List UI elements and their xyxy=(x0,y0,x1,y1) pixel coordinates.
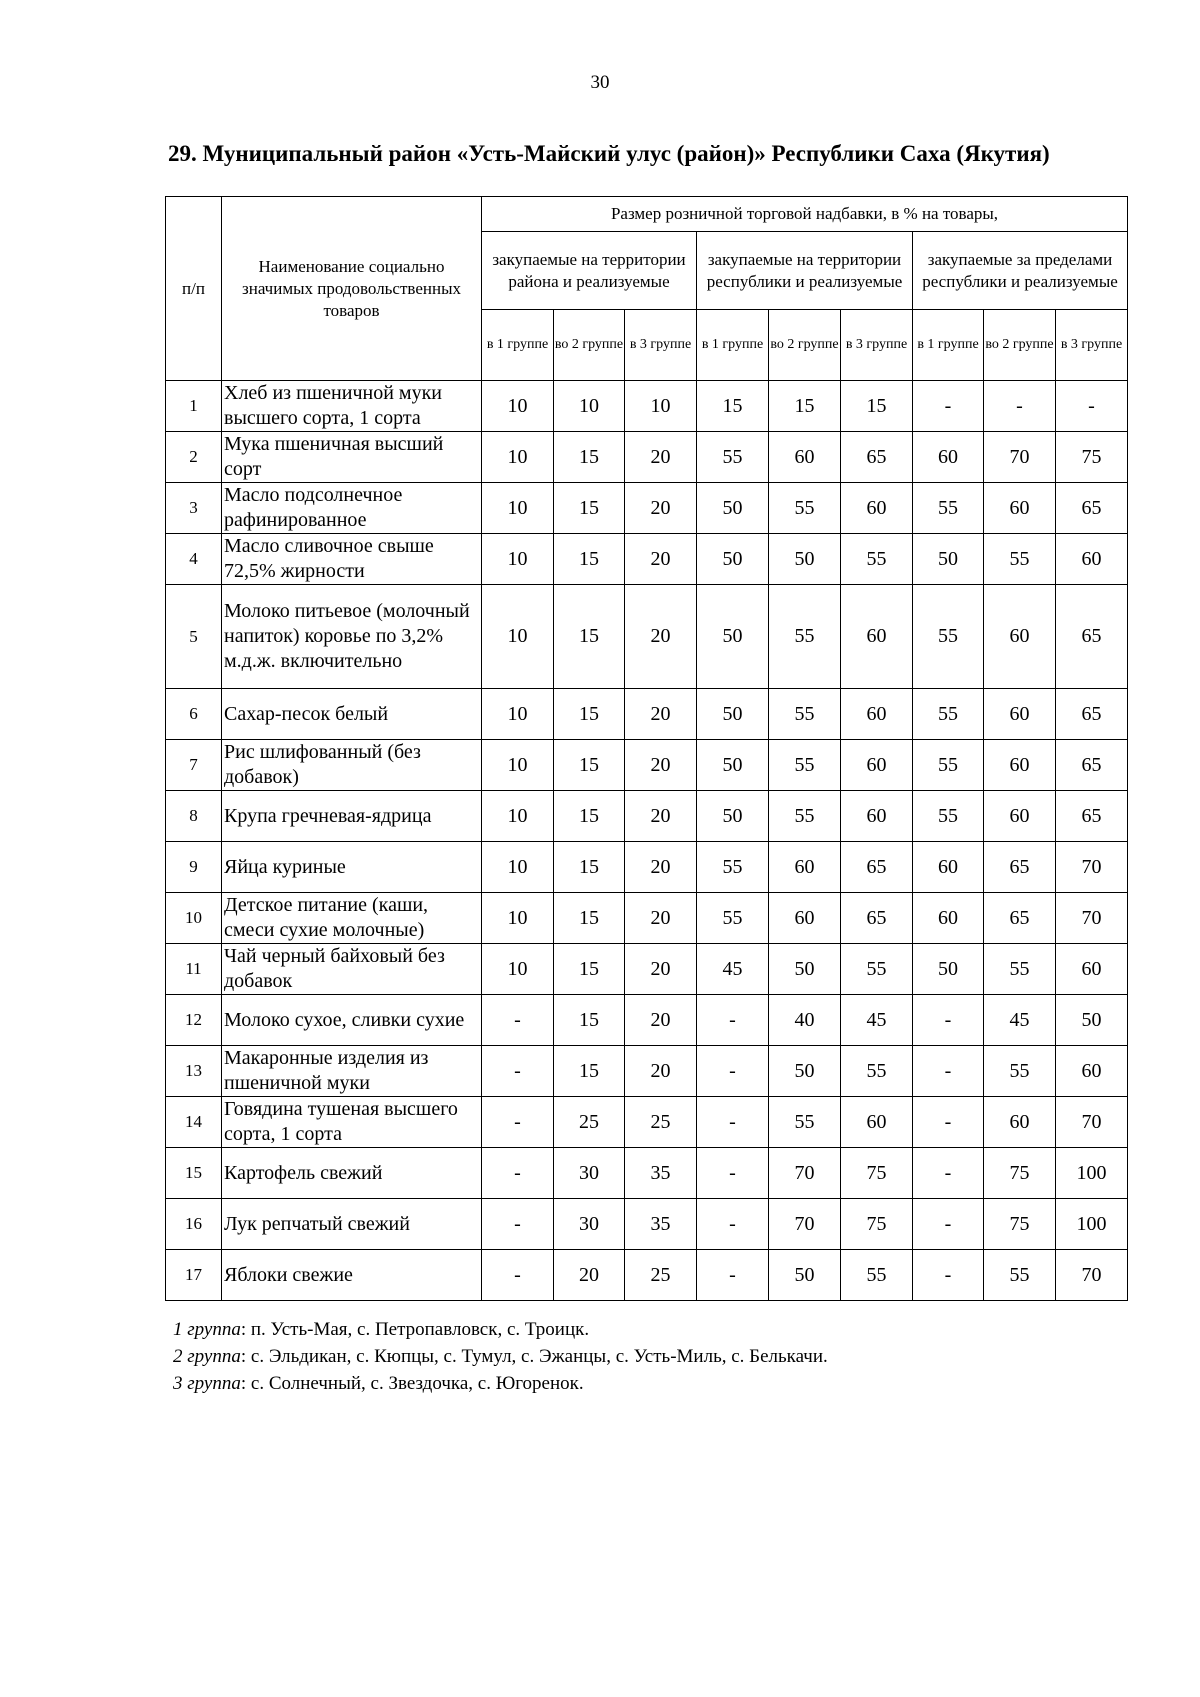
markup-value: 20 xyxy=(625,944,697,995)
markup-value: 55 xyxy=(697,842,769,893)
product-name: Рис шлифованный (без добавок) xyxy=(222,740,482,791)
markup-value: 25 xyxy=(625,1097,697,1148)
product-name: Картофель свежий xyxy=(222,1148,482,1199)
markup-value: 35 xyxy=(625,1199,697,1250)
markup-value: 55 xyxy=(769,791,841,842)
product-name: Молоко сухое, сливки сухие xyxy=(222,995,482,1046)
markup-value: 55 xyxy=(984,1046,1056,1097)
markup-value: 60 xyxy=(841,483,913,534)
note-label: 1 группа xyxy=(173,1319,241,1340)
table-row xyxy=(166,585,1128,689)
markup-value: 10 xyxy=(482,893,554,944)
markup-value: 50 xyxy=(769,534,841,585)
note-text: : с. Солнечный, с. Звездочка, с. Югоренок. xyxy=(240,1373,584,1394)
subheader-cell: во 2 группе xyxy=(769,310,841,381)
product-name: Молоко питьевое (молочный напиток) коровье по 3,2% м.д.ж. включительно xyxy=(222,585,482,689)
table-row xyxy=(166,1148,1128,1199)
markup-value: 55 xyxy=(769,1097,841,1148)
markup-value: 70 xyxy=(1056,1250,1128,1301)
note-text: : п. Усть-Мая, с. Петропавловск, с. Троицк. xyxy=(240,1319,590,1340)
table-row xyxy=(166,995,1128,1046)
markup-value: 45 xyxy=(984,995,1056,1046)
row-number: 7 xyxy=(166,740,222,791)
markup-value: 60 xyxy=(841,585,913,689)
markup-value: 60 xyxy=(913,893,984,944)
markup-value: 15 xyxy=(697,381,769,432)
markup-value: - xyxy=(1056,381,1128,432)
markup-value: 20 xyxy=(625,585,697,689)
markup-value: 65 xyxy=(841,432,913,483)
markup-value: 75 xyxy=(984,1199,1056,1250)
markup-value: 60 xyxy=(1056,944,1128,995)
markup-value: 15 xyxy=(554,842,625,893)
note-label: 2 группа xyxy=(173,1346,241,1367)
table-row xyxy=(166,432,1128,483)
markup-value: 10 xyxy=(482,791,554,842)
row-number: 10 xyxy=(166,893,222,944)
header-row-number: п/п xyxy=(166,197,222,381)
row-number: 2 xyxy=(166,432,222,483)
markup-value: 60 xyxy=(984,740,1056,791)
product-name: Яблоки свежие xyxy=(222,1250,482,1301)
markup-value: 100 xyxy=(1056,1199,1128,1250)
subheader-cell: в 3 группе xyxy=(1056,310,1128,381)
header-group-outside: закупаемые за пределами республики и реализуемые xyxy=(913,232,1128,310)
markup-value: - xyxy=(913,381,984,432)
markup-value: 50 xyxy=(697,534,769,585)
product-name: Хлеб из пшеничной муки высшего сорта, 1 сорта xyxy=(222,381,482,432)
markup-value: 25 xyxy=(554,1097,625,1148)
product-name: Мука пшеничная высший сорт xyxy=(222,432,482,483)
markup-value: 15 xyxy=(841,381,913,432)
markup-value: 75 xyxy=(841,1148,913,1199)
page-number: 30 xyxy=(590,72,610,93)
markup-value: 20 xyxy=(625,791,697,842)
markup-value: 70 xyxy=(1056,842,1128,893)
markup-value: - xyxy=(482,1199,554,1250)
note-line xyxy=(173,1343,1173,1370)
markup-value: 55 xyxy=(769,689,841,740)
subheader-cell: в 3 группе xyxy=(625,310,697,381)
table-row xyxy=(166,689,1128,740)
markup-value: 55 xyxy=(913,740,984,791)
markup-value: 45 xyxy=(697,944,769,995)
row-number: 8 xyxy=(166,791,222,842)
markup-value: 50 xyxy=(1056,995,1128,1046)
markup-value: - xyxy=(697,1046,769,1097)
markup-value: 15 xyxy=(554,944,625,995)
subheader-cell: во 2 группе xyxy=(984,310,1056,381)
markup-value: 15 xyxy=(554,432,625,483)
markup-value: 50 xyxy=(769,1250,841,1301)
subheader-cell: во 2 группе xyxy=(554,310,625,381)
markup-value: 55 xyxy=(769,585,841,689)
markup-value: 10 xyxy=(482,944,554,995)
markup-value: - xyxy=(913,1097,984,1148)
markup-value: 20 xyxy=(625,740,697,791)
markup-value: 60 xyxy=(769,842,841,893)
markup-value: 60 xyxy=(1056,534,1128,585)
markup-value: - xyxy=(697,995,769,1046)
markup-value: 50 xyxy=(697,585,769,689)
product-name: Говядина тушеная высшего сорта, 1 сорта xyxy=(222,1097,482,1148)
product-name: Масло сливочное свыше 72,5% жирности xyxy=(222,534,482,585)
markup-value: 100 xyxy=(1056,1148,1128,1199)
markup-value: 55 xyxy=(841,944,913,995)
markup-value: 60 xyxy=(841,740,913,791)
subheader-cell: в 1 группе xyxy=(482,310,554,381)
row-number: 16 xyxy=(166,1199,222,1250)
markup-value: 15 xyxy=(554,483,625,534)
note-label: 3 группа xyxy=(173,1373,241,1394)
markup-value: 65 xyxy=(984,893,1056,944)
markup-value: 50 xyxy=(697,483,769,534)
markup-value: 20 xyxy=(554,1250,625,1301)
markup-value: 65 xyxy=(1056,740,1128,791)
markup-value: - xyxy=(482,1250,554,1301)
markup-value: 15 xyxy=(554,534,625,585)
markup-value: 10 xyxy=(554,381,625,432)
product-name: Яйца куриные xyxy=(222,842,482,893)
markup-value: 45 xyxy=(841,995,913,1046)
subheader-cell: в 1 группе xyxy=(913,310,984,381)
markup-value: 10 xyxy=(482,381,554,432)
markup-value: 15 xyxy=(554,893,625,944)
header-group-district: закупаемые на территории района и реализуемые xyxy=(482,232,697,310)
markup-value: 60 xyxy=(841,791,913,842)
note-line xyxy=(173,1316,1173,1343)
markup-value: 55 xyxy=(913,483,984,534)
table-row xyxy=(166,740,1128,791)
markup-value: 15 xyxy=(769,381,841,432)
markup-value: - xyxy=(482,1148,554,1199)
markup-value: 60 xyxy=(841,1097,913,1148)
markup-value: 55 xyxy=(697,432,769,483)
markup-value: 60 xyxy=(913,432,984,483)
markup-value: 50 xyxy=(769,944,841,995)
markup-value: 30 xyxy=(554,1148,625,1199)
markup-value: 15 xyxy=(554,585,625,689)
markup-value: 15 xyxy=(554,740,625,791)
row-number: 12 xyxy=(166,995,222,1046)
product-name: Макаронные изделия из пшеничной муки xyxy=(222,1046,482,1097)
markup-value: - xyxy=(482,995,554,1046)
markup-value: 70 xyxy=(984,432,1056,483)
markup-value: 50 xyxy=(769,1046,841,1097)
markup-value: 10 xyxy=(482,689,554,740)
row-number: 9 xyxy=(166,842,222,893)
markup-value: 70 xyxy=(769,1148,841,1199)
row-number: 13 xyxy=(166,1046,222,1097)
markup-value: - xyxy=(697,1148,769,1199)
row-number: 4 xyxy=(166,534,222,585)
note-line xyxy=(173,1370,1173,1397)
subheader-cell: в 3 группе xyxy=(841,310,913,381)
markup-value: - xyxy=(913,1199,984,1250)
markup-value: 10 xyxy=(482,585,554,689)
markup-value: 15 xyxy=(554,1046,625,1097)
markup-value: - xyxy=(697,1250,769,1301)
markup-value: 40 xyxy=(769,995,841,1046)
table-row xyxy=(166,483,1128,534)
markup-value: 60 xyxy=(769,893,841,944)
markup-value: 20 xyxy=(625,893,697,944)
markup-value: 60 xyxy=(984,483,1056,534)
markup-value: 65 xyxy=(1056,689,1128,740)
markup-value: 10 xyxy=(482,842,554,893)
table-row xyxy=(166,791,1128,842)
markup-value: 10 xyxy=(482,534,554,585)
markup-value: - xyxy=(482,1046,554,1097)
markup-value: 55 xyxy=(984,944,1056,995)
markup-value: 50 xyxy=(697,740,769,791)
row-number: 17 xyxy=(166,1250,222,1301)
markup-value: 65 xyxy=(1056,483,1128,534)
row-number: 3 xyxy=(166,483,222,534)
markup-value: 50 xyxy=(697,791,769,842)
markup-value: 35 xyxy=(625,1148,697,1199)
row-number: 1 xyxy=(166,381,222,432)
markup-value: - xyxy=(697,1199,769,1250)
markup-value: 10 xyxy=(482,432,554,483)
markup-value: 70 xyxy=(1056,1097,1128,1148)
markup-value: 65 xyxy=(841,893,913,944)
markup-value: 10 xyxy=(625,381,697,432)
product-name: Сахар-песок белый xyxy=(222,689,482,740)
markup-value: 55 xyxy=(841,1046,913,1097)
markup-value: - xyxy=(913,1148,984,1199)
markup-value: 55 xyxy=(769,483,841,534)
group-notes xyxy=(173,1316,1173,1397)
page-title: 29. Муниципальный район «Усть-Майский улус (район)» Республики Саха (Якутия) xyxy=(168,141,1050,166)
table-row xyxy=(166,1097,1128,1148)
product-name: Масло подсолнечное рафинированное xyxy=(222,483,482,534)
table-row xyxy=(166,893,1128,944)
markup-value: 65 xyxy=(1056,585,1128,689)
markup-value: 20 xyxy=(625,995,697,1046)
note-text: : с. Эльдикан, с. Кюпцы, с. Тумул, с. Эжанцы, с. Усть-Миль, с. Белькачи. xyxy=(240,1346,828,1367)
markup-value: 60 xyxy=(984,791,1056,842)
markup-value: 70 xyxy=(1056,893,1128,944)
markup-value: 75 xyxy=(841,1199,913,1250)
markup-value: 50 xyxy=(913,944,984,995)
markup-value: 60 xyxy=(769,432,841,483)
markup-value: 15 xyxy=(554,791,625,842)
markup-value: - xyxy=(913,995,984,1046)
markup-value: 65 xyxy=(1056,791,1128,842)
row-number: 15 xyxy=(166,1148,222,1199)
markup-value: 75 xyxy=(1056,432,1128,483)
row-number: 6 xyxy=(166,689,222,740)
product-name: Крупа гречневая-ядрица xyxy=(222,791,482,842)
markup-value: 60 xyxy=(913,842,984,893)
markup-value: 55 xyxy=(913,689,984,740)
markup-value: 55 xyxy=(913,791,984,842)
markup-value: - xyxy=(984,381,1056,432)
row-number: 14 xyxy=(166,1097,222,1148)
row-number: 11 xyxy=(166,944,222,995)
table-row xyxy=(166,944,1128,995)
markup-value: - xyxy=(697,1097,769,1148)
markup-table xyxy=(165,196,1128,1301)
markup-value: 20 xyxy=(625,432,697,483)
markup-value: 55 xyxy=(841,534,913,585)
table-row xyxy=(166,842,1128,893)
markup-value: 55 xyxy=(841,1250,913,1301)
markup-value: 30 xyxy=(554,1199,625,1250)
markup-value: 20 xyxy=(625,534,697,585)
markup-value: 50 xyxy=(697,689,769,740)
markup-value: 65 xyxy=(984,842,1056,893)
markup-value: 60 xyxy=(1056,1046,1128,1097)
markup-value: 60 xyxy=(984,1097,1056,1148)
product-name: Чай черный байховый без добавок xyxy=(222,944,482,995)
markup-value: 55 xyxy=(697,893,769,944)
markup-value: 75 xyxy=(984,1148,1056,1199)
header-markup-size: Размер розничной торговой надбавки, в % на товары, xyxy=(482,197,1128,232)
subheader-cell: в 1 группе xyxy=(697,310,769,381)
table-row xyxy=(166,1199,1128,1250)
markup-value: 55 xyxy=(913,585,984,689)
table-row xyxy=(166,381,1128,432)
markup-value: 55 xyxy=(769,740,841,791)
product-name: Лук репчатый свежий xyxy=(222,1199,482,1250)
markup-value: 20 xyxy=(625,483,697,534)
markup-value: 60 xyxy=(841,689,913,740)
markup-value: 70 xyxy=(769,1199,841,1250)
header-group-republic: закупаемые на территории республики и реализуемые xyxy=(697,232,913,310)
markup-value: 55 xyxy=(984,534,1056,585)
row-number: 5 xyxy=(166,585,222,689)
markup-value: 60 xyxy=(984,689,1056,740)
markup-value: 25 xyxy=(625,1250,697,1301)
table-row xyxy=(166,1046,1128,1097)
markup-value: - xyxy=(913,1046,984,1097)
markup-value: 50 xyxy=(913,534,984,585)
markup-value: 10 xyxy=(482,740,554,791)
header-product-name: Наименование социально значимых продовольственных товаров xyxy=(222,197,482,381)
markup-value: 20 xyxy=(625,842,697,893)
markup-value: 15 xyxy=(554,995,625,1046)
markup-value: 20 xyxy=(625,1046,697,1097)
table-body xyxy=(166,381,1128,1301)
markup-value: 10 xyxy=(482,483,554,534)
markup-value: 65 xyxy=(841,842,913,893)
markup-value: 20 xyxy=(625,689,697,740)
table-row xyxy=(166,534,1128,585)
markup-value: 15 xyxy=(554,689,625,740)
table-row xyxy=(166,1250,1128,1301)
markup-value: - xyxy=(482,1097,554,1148)
markup-value: 60 xyxy=(984,585,1056,689)
markup-value: 55 xyxy=(984,1250,1056,1301)
markup-value: - xyxy=(913,1250,984,1301)
product-name: Детское питание (каши, смеси сухие молочные) xyxy=(222,893,482,944)
